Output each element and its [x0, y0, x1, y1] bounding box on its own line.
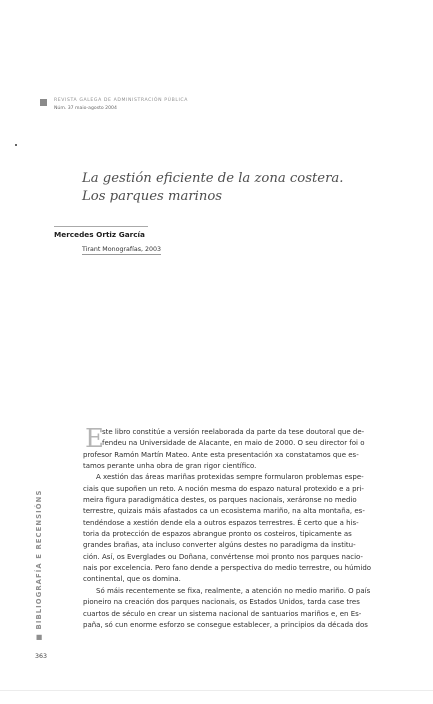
body-line: ciais que supoñen un reto. A noción mesma do espazo natural protexido e a pri- — [83, 484, 364, 493]
header-square-icon — [40, 99, 47, 106]
page-bottom-edge — [0, 690, 433, 691]
body-line: ste libro constitúe a versión reelaborada da parte da tese doutoral que de- — [102, 428, 365, 436]
body-line: tamos perante unha obra de gran rigor científico. — [83, 462, 257, 471]
section-label: ■ BIBLIOGRAFÍA E RECENSIÓNS — [35, 489, 43, 641]
body-line: terrestre, quizais máis afastados ca un ecosistema mariño, na alta montaña, es- — [83, 507, 365, 516]
body-line: meira figura paradigmática destes, os parques nacionais, xeráronse no medio — [83, 496, 357, 505]
body-line: cuartos de século en crear un sistema nacional de santuarios mariños e, en Es- — [83, 609, 362, 618]
issue-info: Núm. 37 maio-agosto 2004 — [54, 106, 117, 111]
title-line-2: Los parques marinos — [82, 189, 223, 204]
body-line: Só máis recentemente se fixa, realmente, a atención no medio mariño. O país — [96, 586, 371, 595]
author-name: Mercedes Ortiz García — [54, 230, 145, 239]
body-line: fendeu na Universidade de Alacante, en maio de 2000. O seu director foi o — [102, 439, 365, 448]
page-number: 363 — [35, 653, 48, 660]
body-line: grandes brañas, ata incluso converter algúns destes no paradigma da institu- — [83, 541, 356, 550]
body-line: paña, só cun enorme esforzo se consegue establecer, a principios da década dos — [83, 620, 368, 629]
body-line: pioneiro na creación dos parques nacionais, os Estados Unidos, tarda case tres — [83, 598, 360, 607]
body-line: toria da protección de espazos abrangue pronto os costeiros, tipicamente as — [83, 530, 352, 539]
drop-cap: E — [85, 424, 104, 454]
title-line-1: La gestión eficiente de la zona costera. — [82, 171, 344, 186]
journal-name: REVISTA GALEGA DE ADMINISTRACIÓN PÚBLICA — [54, 98, 188, 103]
body-line: profesor Ramón Martín Mateo. Ante esta presentación xa constatamos que es- — [83, 450, 359, 459]
author-rule — [54, 226, 148, 227]
stray-dot — [15, 144, 17, 146]
body-line: nais por excelencia. Pero fano dende a perspectiva do medio terrestre, ou húmido — [83, 564, 372, 573]
body-line: ción. Así, os Everglades ou Doñana, convértense moi pronto nos parques nacio- — [83, 552, 363, 561]
book-title — [82, 170, 343, 206]
body-line: A xestión das áreas mariñas protexidas sempre formularon problemas espe- — [96, 473, 364, 482]
body-line: tendéndose a xestión dende ela a outros espazos terrestres. É certo que a his- — [83, 518, 359, 527]
section-sidebar — [33, 488, 45, 643]
body-line: continental, que os domina. — [83, 575, 181, 584]
publisher-info: Tirant Monografías, 2003 — [82, 246, 162, 253]
review-body — [83, 424, 399, 631]
